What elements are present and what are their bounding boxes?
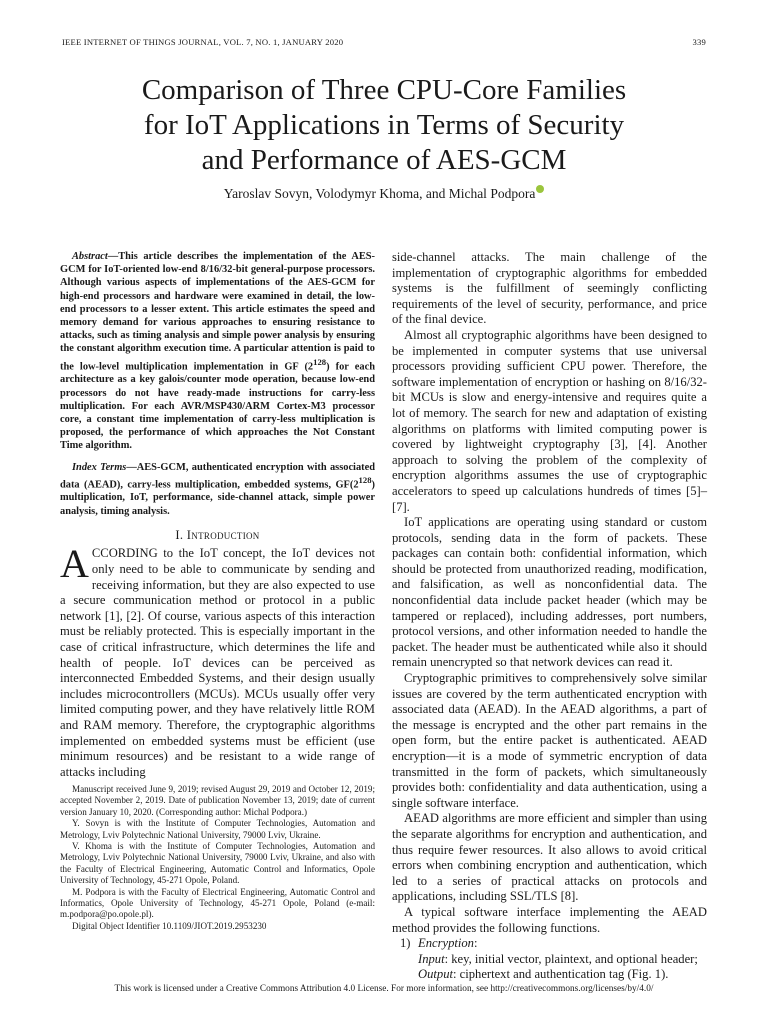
page-number: 339 <box>692 37 706 47</box>
output-text: : ciphertext and authentication tag (Fig. 1). <box>452 967 669 982</box>
license-notice: This work is licensed under a Creative Commons Attribution 4.0 License. For more information, see http://creativecommons.org/licenses/by/4.0/ <box>114 984 654 994</box>
running-head <box>62 37 706 47</box>
right-column <box>392 250 707 983</box>
body-paragraph: A typical software interface implementing the AEAD method provides the following functions. <box>392 904 707 935</box>
drop-cap: A <box>60 541 89 587</box>
footnote-author-khoma: V. Khoma is with the Institute of Computer Technologies, Automation and Metrology, Lviv Polytechnic National University, 79000 Lviv, Ukraine, and also with the Faculty of Electrical Engineering, Automatic Control and Informatics, Opole University of Technology, 45-271 Opole, Poland. <box>60 841 375 886</box>
list-item <box>392 936 707 952</box>
title-line: and Performance of AES-GCM <box>201 144 567 176</box>
list-number: 1) <box>400 936 411 951</box>
abstract-text: —This article describes the implementation of the AES-GCM for IoT-oriented low-end 8/16/32-bit general-purpose processors. Although various aspects of implementations of the AES-GCM for high-end processors and hardware were examined in detail, the low-end processors to a lesser extent. This article estimates the speed and memory demand for various approaches to ensuring resistance to attacks, such as timing analysis and simple power analysis by ensuring the constant algorithm execution time. A particular attention is paid to the low-level multiplication implementation in GF (2 <box>60 251 375 373</box>
body-paragraph: Cryptographic primitives to comprehensively solve similar issues are covered by the term authenticated encryption with associated data (AEAD). In the AEAD algorithms, a part of the message is encrypted and the other part remains in the open form, but the entire packet is authenticated. AEAD encryption—it is a mode of symmetric encryption of data transmitted in the form of packets, which simultaneously provides both: confidentiality and data authentication, using a single software interface. <box>392 671 707 810</box>
body-paragraph: IoT applications are operating using standard or custom protocols, sending data in the form of packets. These packages can contain both: confidential information, which should be protected from unauthorized reading, modification, and falsification, as well as nonconfidential data. The nonconfidential data include packet header (which may be tampered or replaced), including addresses, port numbers, protocol versions, and other information needed to handle the packet. The header must be authenticated while also it should remain unencrypted so that network devices can read it. <box>392 515 707 670</box>
author-list <box>60 185 708 202</box>
index-terms-superscript: 128 <box>358 474 372 485</box>
input-text: : key, initial vector, plaintext, and optional header; <box>444 951 698 966</box>
abstract-label: Abstract <box>72 251 108 262</box>
index-terms-label: Index Terms <box>72 461 127 473</box>
footnotes <box>60 784 375 932</box>
intro-text: CCORDING to the IoT concept, the IoT devices not only need to be able to communicate by sending and receiving information, but they are also expected to use a secure communication method or protocol in a public network [1], [2]. Of course, various aspects of this interaction must be reliably protected. This is especially important in the case of critical infrastructure, which determines the life and health of people. IoT devices can be perceived as interconnected Embedded Systems, and their design usually includes microcontrollers (MCUs). MCUs usually offer very limited computing power, and they have relatively little ROM and RAM memory. Therefore, the cryptographic algorithms implemented on embedded systems must be efficient (use minimum resources) and be resistant to a wide range of attacks including <box>60 546 375 779</box>
output-label: Output <box>418 967 453 982</box>
index-terms-text: —AES-GCM, authenticated encryption with associated data (AEAD), carry-less multiplication, embedded systems, GF(2 <box>60 461 375 491</box>
section-heading: I. Introduction <box>175 527 260 542</box>
abstract <box>60 250 375 453</box>
footnote-author-podpora: M. Podpora is with the Faculty of Electrical Engineering, Automatic Control and Informatics, Opole University of Technology, 45-271 Opole, Poland (e-mail: m.podpora@po.opole.pl). <box>60 886 375 920</box>
input-label: Input <box>418 951 445 966</box>
abstract-text-continued: ) for each architecture as a key galois/counter mode operation, because low-end processors do not have ready-made instructions for carry-less multiplication. For each AVR/MSP430/ARM Cortex-M3 processor core, a constant time implementation of carry-less multiplication is proposed, the performance of which approaches the Not Constant Time algorithm. <box>60 361 376 452</box>
footnote-author-sovyn: Y. Sovyn is with the Institute of Computer Technologies, Automation and Metrology, Lviv Polytechnic National University, 79000 Lviv, Ukraine. <box>60 818 375 840</box>
footnote-manuscript: Manuscript received June 9, 2019; revised August 29, 2019 and October 12, 2019; accepted November 2, 2019. Date of publication November 13, 2019; date of current version January 10, 2020. (Corresponding author: Michal Podpora.) <box>60 784 375 817</box>
body-paragraph: Almost all cryptographic algorithms have been designed to be implemented in computer systems that use universal processors providing sufficient CPU power. Therefore, the software implementation of encryption or hashing on 8/16/32-bit MCUs is slow and energy-intensive and requires quite a lot of memory. The search for new and adaptation of existing algorithms on platforms with limited computing power is covered by lightweight cryptography [3], [4]. Another approach to solving the problem of the complexity of encryption algorithms assumes the use of cryptographic accelerators to speed up calculations hundreds of times [5]–[7]. <box>392 327 707 514</box>
list-label: Encryption <box>418 936 474 951</box>
list-colon: : <box>473 936 478 951</box>
footnote-doi: Digital Object Identifier 10.1109/JIOT.2019.2953230 <box>72 920 267 931</box>
abstract-superscript: 128 <box>313 356 327 367</box>
orcid-icon[interactable] <box>536 185 544 193</box>
paper-title <box>60 73 708 178</box>
body-paragraph: AEAD algorithms are more efficient and simpler than using the separate algorithms for encryption and authentication, and thus require fewer resources. It also allows to avoid critical errors when combining encryption and authentication, which led to a series of practical attacks on protocols and applications, including SSL/TLS [8]. <box>392 811 707 904</box>
title-line: for IoT Applications in Terms of Security <box>143 109 625 141</box>
left-column <box>60 250 375 780</box>
journal-name: IEEE INTERNET OF THINGS JOURNAL, VOL. 7, NO. 1, JANUARY 2020 <box>62 37 344 47</box>
list-subitem-input <box>392 952 707 968</box>
intro-paragraph <box>60 541 375 780</box>
body-paragraph: side-channel attacks. The main challenge of the implementation of cryptographic algorithms for embedded systems is the fulfillment of seemingly conflicting requirements of the level of security, performance, and price of the final device. <box>392 250 707 327</box>
list-subitem-output <box>392 967 707 983</box>
index-terms <box>60 461 375 518</box>
title-line: Comparison of Three CPU-Core Families <box>141 74 627 106</box>
author-names: Yaroslav Sovyn, Volodymyr Khoma, and Michal Podpora <box>223 186 536 201</box>
index-terms-text-continued: ) multiplication, IoT, performance, side-channel attack, simple power analysis, timing analysis. <box>60 479 375 517</box>
